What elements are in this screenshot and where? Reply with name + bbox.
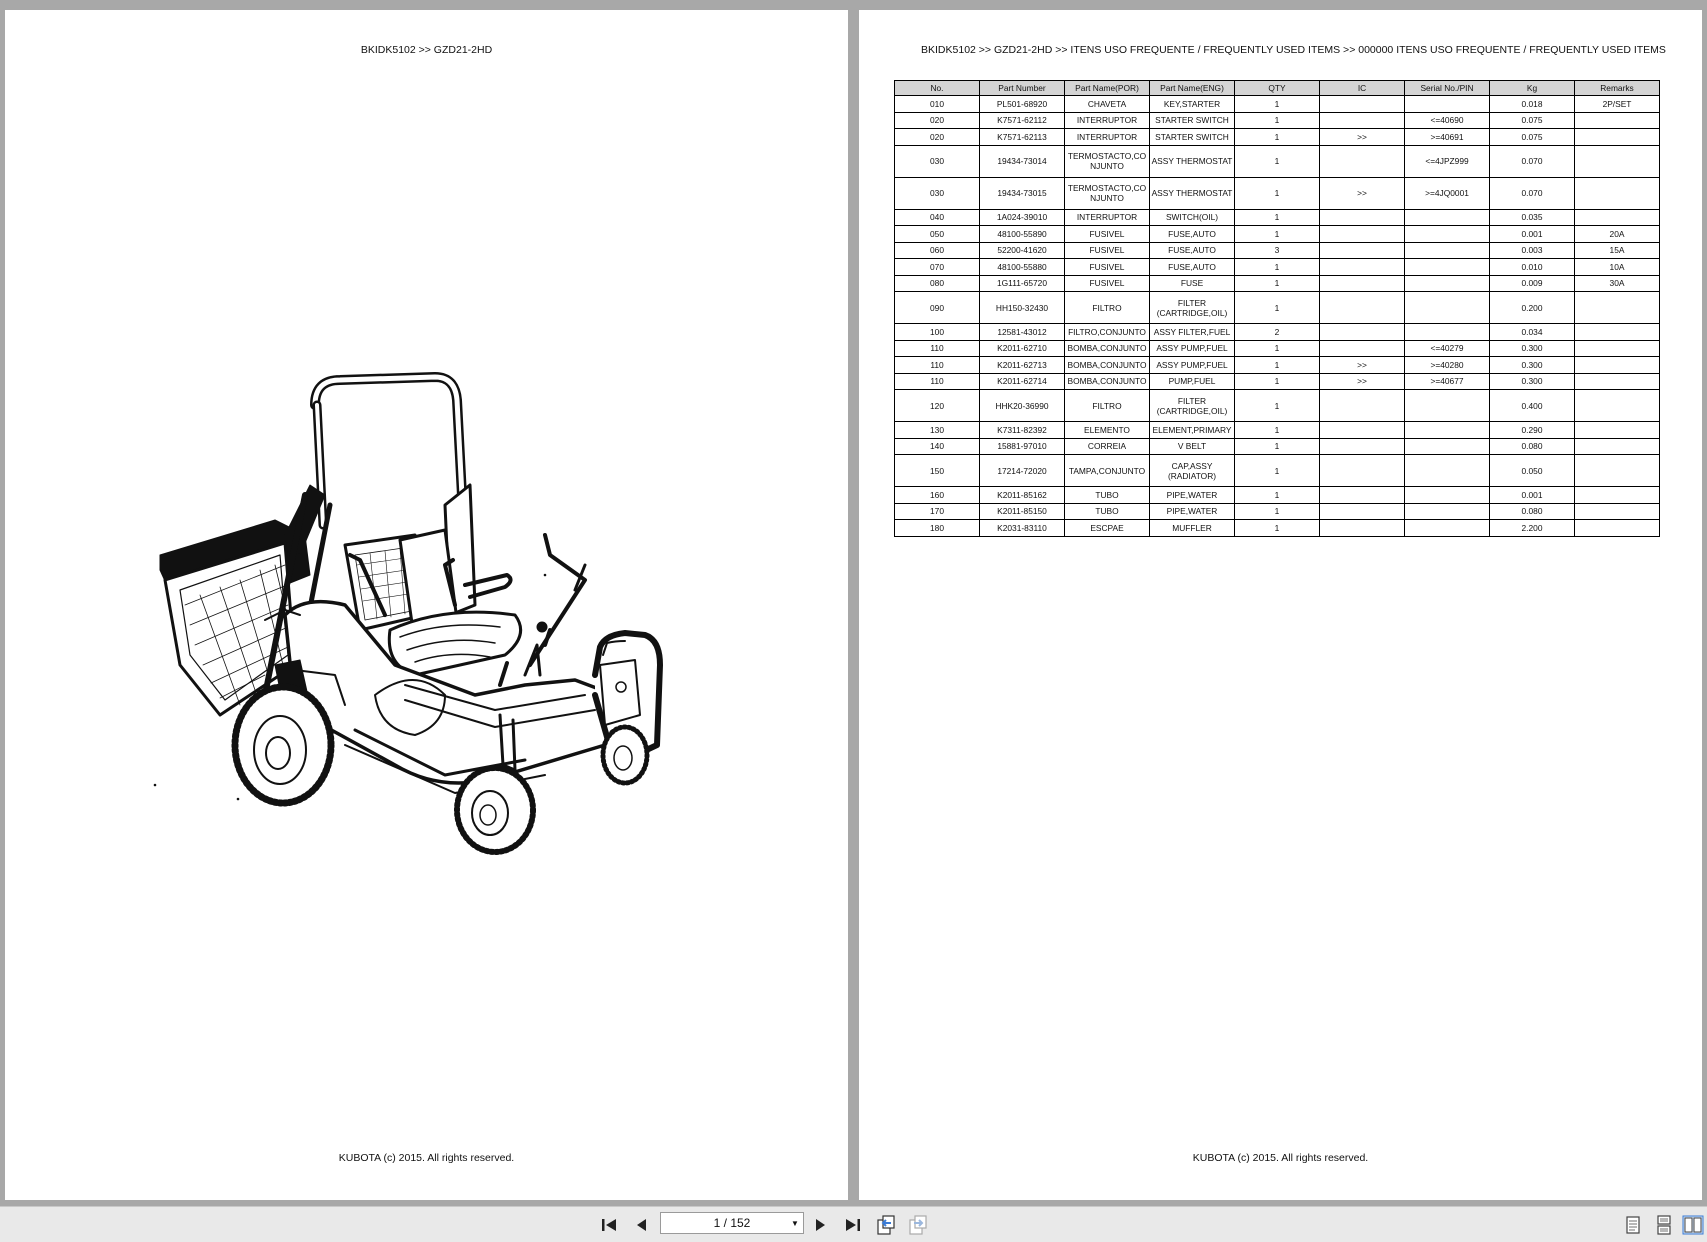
cell-ic [1320,275,1405,292]
cell-no: 030 [895,145,980,177]
chevron-down-icon[interactable]: ▼ [791,1218,799,1228]
cell-no: 030 [895,177,980,209]
table-row [895,422,1660,439]
cell-ic [1320,292,1405,324]
cell-qty: 1 [1235,96,1320,113]
cell-no: 160 [895,487,980,504]
cell-part-name-por: TUBO [1065,503,1150,520]
cell-part-name-por: TAMPA,CONJUNTO [1065,455,1150,487]
table-row [895,96,1660,113]
cell-serial: >=4JQ0001 [1405,177,1490,209]
right-page-footer: KUBOTA (c) 2015. All rights reserved. [1192,1152,1369,1164]
first-page-icon [600,1217,618,1233]
cell-no: 090 [895,292,980,324]
cell-qty: 1 [1235,503,1320,520]
cell-serial [1405,520,1490,537]
cell-part-name-eng: CAP,ASSY (RADIATOR) [1150,455,1235,487]
cell-kg: 0.300 [1490,373,1575,390]
cell-part-name-eng: STARTER SWITCH [1150,112,1235,129]
cell-part-name-por: INTERRUPTOR [1065,112,1150,129]
cell-part-number: K2011-62710 [980,340,1065,357]
cell-no: 070 [895,259,980,276]
cell-part-name-eng: FILTER (CARTRIDGE,OIL) [1150,390,1235,422]
go-forward-button[interactable] [907,1214,929,1236]
cell-part-name-eng: FUSE,AUTO [1150,226,1235,243]
cell-remarks [1575,145,1660,177]
cell-no: 120 [895,390,980,422]
cell-ic: >> [1320,177,1405,209]
continuous-view-button[interactable] [1653,1214,1675,1236]
cell-part-name-eng: FILTER (CARTRIDGE,OIL) [1150,292,1235,324]
last-page-button[interactable] [842,1214,864,1236]
cell-remarks [1575,177,1660,209]
next-page-button[interactable] [810,1214,832,1236]
cell-part-name-eng: V BELT [1150,438,1235,455]
cell-remarks [1575,438,1660,455]
cell-serial [1405,242,1490,259]
cell-kg: 0.003 [1490,242,1575,259]
cell-part-name-eng: KEY,STARTER [1150,96,1235,113]
left-page-footer: KUBOTA (c) 2015. All rights reserved. [338,1152,515,1164]
cell-part-name-por: FILTRO [1065,292,1150,324]
cell-ic: >> [1320,129,1405,146]
cell-part-number: PL501-68920 [980,96,1065,113]
cell-remarks [1575,455,1660,487]
cell-qty: 1 [1235,455,1320,487]
cell-part-name-por: TERMOSTACTO,CO NJUNTO [1065,177,1150,209]
cell-part-number: K2011-85150 [980,503,1065,520]
table-row [895,520,1660,537]
cell-qty: 1 [1235,145,1320,177]
cell-kg: 0.034 [1490,324,1575,341]
cell-no: 010 [895,96,980,113]
cell-qty: 1 [1235,177,1320,209]
col-header-serial: Serial No./PIN [1405,81,1490,96]
cell-ic: >> [1320,373,1405,390]
cell-part-number: 1G111-65720 [980,275,1065,292]
cell-kg: 0.300 [1490,357,1575,374]
table-row [895,209,1660,226]
right-page-header: BKIDK5102 >> GZD21-2HD >> ITENS USO FREQUENTE / FREQUENTLY USED ITEMS >> 000000 ITENS USO FREQUENTE / FREQUENTLY USED ITEMS [921,44,1666,56]
cell-ic [1320,324,1405,341]
prev-page-icon [634,1217,648,1233]
cell-ic [1320,438,1405,455]
cell-ic [1320,226,1405,243]
col-header-kg: Kg [1490,81,1575,96]
cell-part-name-eng: SWITCH(OIL) [1150,209,1235,226]
cell-kg: 0.400 [1490,390,1575,422]
cell-qty: 3 [1235,242,1320,259]
cell-no: 170 [895,503,980,520]
table-row [895,340,1660,357]
cell-part-name-por: INTERRUPTOR [1065,209,1150,226]
col-header-part-number: Part Number [980,81,1065,96]
cell-serial [1405,96,1490,113]
cell-qty: 1 [1235,259,1320,276]
cell-part-number: K2011-62713 [980,357,1065,374]
cell-remarks: 20A [1575,226,1660,243]
page-number-field[interactable] [660,1212,804,1234]
cell-qty: 1 [1235,340,1320,357]
cell-part-name-por: BOMBA,CONJUNTO [1065,373,1150,390]
cell-remarks [1575,373,1660,390]
cell-serial: >=40691 [1405,129,1490,146]
cell-remarks: 30A [1575,275,1660,292]
cell-qty: 1 [1235,357,1320,374]
cell-part-number: 1A024-39010 [980,209,1065,226]
cell-serial [1405,226,1490,243]
cell-remarks [1575,520,1660,537]
cell-serial [1405,455,1490,487]
cell-no: 080 [895,275,980,292]
cell-kg: 0.010 [1490,259,1575,276]
cell-qty: 1 [1235,112,1320,129]
cell-remarks: 10A [1575,259,1660,276]
cell-no: 040 [895,209,980,226]
viewer-toolbar [0,1206,1707,1242]
table-row [895,177,1660,209]
cell-part-name-por: CORREIA [1065,438,1150,455]
cell-kg: 0.070 [1490,145,1575,177]
cell-qty: 1 [1235,520,1320,537]
cell-qty: 1 [1235,438,1320,455]
cell-ic [1320,145,1405,177]
cell-serial [1405,422,1490,439]
cell-ic [1320,96,1405,113]
cell-serial [1405,275,1490,292]
cell-remarks [1575,357,1660,374]
cell-serial [1405,487,1490,504]
cell-remarks [1575,487,1660,504]
go-forward-icon [907,1214,929,1236]
col-header-part-name-por: Part Name(POR) [1065,81,1150,96]
cell-ic [1320,340,1405,357]
cell-serial: <=40690 [1405,112,1490,129]
cell-kg: 0.200 [1490,292,1575,324]
cell-part-number: HHK20-36990 [980,390,1065,422]
prev-page-button[interactable] [630,1214,652,1236]
go-back-button[interactable] [875,1214,897,1236]
cell-qty: 1 [1235,226,1320,243]
cell-part-number: 19434-73015 [980,177,1065,209]
facing-pages-view-button[interactable] [1682,1214,1704,1236]
cell-part-number: K7311-82392 [980,422,1065,439]
cell-ic: >> [1320,357,1405,374]
cell-qty: 1 [1235,422,1320,439]
cell-remarks [1575,292,1660,324]
cell-part-number: 19434-73014 [980,145,1065,177]
cell-part-name-por: CHAVETA [1065,96,1150,113]
cell-part-name-por: FUSIVEL [1065,242,1150,259]
cell-remarks: 15A [1575,242,1660,259]
mower-illustration [145,365,735,915]
cell-no: 140 [895,438,980,455]
table-row [895,487,1660,504]
cell-part-name-por: FUSIVEL [1065,275,1150,292]
cell-no: 130 [895,422,980,439]
cell-serial [1405,438,1490,455]
table-row [895,438,1660,455]
cell-kg: 0.009 [1490,275,1575,292]
table-row [895,357,1660,374]
table-row [895,259,1660,276]
cell-part-number: 52200-41620 [980,242,1065,259]
cell-kg: 2.200 [1490,520,1575,537]
cell-part-name-eng: PIPE,WATER [1150,487,1235,504]
cell-serial [1405,292,1490,324]
table-row [895,324,1660,341]
cell-part-number: HH150-32430 [980,292,1065,324]
cell-part-name-por: FUSIVEL [1065,226,1150,243]
cell-qty: 1 [1235,487,1320,504]
cell-part-name-por: FUSIVEL [1065,259,1150,276]
cell-qty: 1 [1235,129,1320,146]
table-row [895,129,1660,146]
cell-no: 050 [895,226,980,243]
cell-part-number: K2011-62714 [980,373,1065,390]
cell-remarks [1575,129,1660,146]
cell-qty: 1 [1235,390,1320,422]
cell-kg: 0.300 [1490,340,1575,357]
table-row [895,145,1660,177]
first-page-button[interactable] [598,1214,620,1236]
cell-part-number: 48100-55880 [980,259,1065,276]
cell-part-name-eng: PIPE,WATER [1150,503,1235,520]
cell-no: 110 [895,340,980,357]
cell-serial: <=40279 [1405,340,1490,357]
cell-kg: 0.080 [1490,438,1575,455]
cell-kg: 0.050 [1490,455,1575,487]
cell-serial: <=4JPZ999 [1405,145,1490,177]
cell-qty: 1 [1235,275,1320,292]
cell-qty: 2 [1235,324,1320,341]
cell-part-name-eng: MUFFLER [1150,520,1235,537]
cell-part-name-eng: ASSY THERMOSTAT [1150,145,1235,177]
cell-serial [1405,390,1490,422]
table-row [895,455,1660,487]
cell-serial [1405,324,1490,341]
cell-ic [1320,259,1405,276]
cell-part-name-por: TUBO [1065,487,1150,504]
cell-part-number: 48100-55890 [980,226,1065,243]
cell-no: 110 [895,357,980,374]
table-row [895,390,1660,422]
page-indicator: 1 / 152 [713,1216,751,1230]
cell-remarks [1575,340,1660,357]
left-page [5,10,848,1200]
cell-part-name-eng: FUSE [1150,275,1235,292]
right-page [859,10,1702,1200]
cell-part-name-por: BOMBA,CONJUNTO [1065,357,1150,374]
cell-kg: 0.075 [1490,112,1575,129]
cell-part-name-eng: ASSY PUMP,FUEL [1150,340,1235,357]
cell-remarks [1575,503,1660,520]
cell-ic [1320,209,1405,226]
cell-part-name-eng: ASSY PUMP,FUEL [1150,357,1235,374]
cell-part-name-eng: FUSE,AUTO [1150,259,1235,276]
cell-remarks [1575,112,1660,129]
cell-ic [1320,112,1405,129]
table-row [895,242,1660,259]
cell-part-number: 17214-72020 [980,455,1065,487]
cell-part-name-eng: ASSY THERMOSTAT [1150,177,1235,209]
col-header-qty: QTY [1235,81,1320,96]
table-row [895,373,1660,390]
cell-remarks: 2P/SET [1575,96,1660,113]
next-page-icon [814,1217,828,1233]
cell-kg: 0.080 [1490,503,1575,520]
cell-ic [1320,422,1405,439]
cell-qty: 1 [1235,209,1320,226]
cell-part-number: 12581-43012 [980,324,1065,341]
cell-remarks [1575,209,1660,226]
cell-part-name-por: ELEMENTO [1065,422,1150,439]
cell-part-name-eng: ELEMENT,PRIMARY [1150,422,1235,439]
parts-table [894,80,1660,537]
facing-pages-view-icon [1682,1215,1704,1235]
table-row [895,503,1660,520]
cell-part-name-eng: PUMP,FUEL [1150,373,1235,390]
cell-kg: 0.075 [1490,129,1575,146]
cell-kg: 0.018 [1490,96,1575,113]
cell-serial [1405,259,1490,276]
cell-ic [1320,503,1405,520]
cell-no: 180 [895,520,980,537]
cell-serial: >=40677 [1405,373,1490,390]
cell-part-name-por: ESCPAE [1065,520,1150,537]
cell-ic [1320,455,1405,487]
cell-part-name-por: BOMBA,CONJUNTO [1065,340,1150,357]
cell-qty: 1 [1235,373,1320,390]
table-row [895,226,1660,243]
cell-part-name-eng: STARTER SWITCH [1150,129,1235,146]
cell-part-number: K7571-62112 [980,112,1065,129]
go-back-icon [875,1214,897,1236]
table-row [895,275,1660,292]
cell-ic [1320,390,1405,422]
left-page-header: BKIDK5102 >> GZD21-2HD [360,44,493,56]
cell-part-name-por: TERMOSTACTO,CO NJUNTO [1065,145,1150,177]
cell-no: 020 [895,129,980,146]
col-header-ic: IC [1320,81,1405,96]
cell-ic [1320,242,1405,259]
cell-serial [1405,209,1490,226]
cell-part-number: K7571-62113 [980,129,1065,146]
col-header-part-name-eng: Part Name(ENG) [1150,81,1235,96]
cell-part-name-por: FILTRO,CONJUNTO [1065,324,1150,341]
cell-part-number: K2031-83110 [980,520,1065,537]
cell-qty: 1 [1235,292,1320,324]
table-row [895,292,1660,324]
cell-kg: 0.070 [1490,177,1575,209]
cell-no: 020 [895,112,980,129]
col-header-remarks: Remarks [1575,81,1660,96]
cell-serial: >=40280 [1405,357,1490,374]
cell-kg: 0.035 [1490,209,1575,226]
table-row [895,112,1660,129]
cell-serial [1405,503,1490,520]
cell-no: 100 [895,324,980,341]
cell-part-name-por: FILTRO [1065,390,1150,422]
cell-kg: 0.001 [1490,487,1575,504]
cell-kg: 0.290 [1490,422,1575,439]
cell-part-name-eng: ASSY FILTER,FUEL [1150,324,1235,341]
parts-table-header-row [895,81,1660,96]
cell-ic [1320,487,1405,504]
cell-no: 110 [895,373,980,390]
cell-part-number: K2011-85162 [980,487,1065,504]
last-page-icon [844,1217,862,1233]
cell-part-name-eng: FUSE,AUTO [1150,242,1235,259]
single-page-view-icon [1624,1215,1642,1235]
cell-no: 060 [895,242,980,259]
cell-ic [1320,520,1405,537]
cell-part-name-por: INTERRUPTOR [1065,129,1150,146]
cell-remarks [1575,324,1660,341]
cell-remarks [1575,422,1660,439]
cell-part-number: 15881-97010 [980,438,1065,455]
cell-kg: 0.001 [1490,226,1575,243]
continuous-view-icon [1655,1215,1673,1235]
col-header-no: No. [895,81,980,96]
single-page-view-button[interactable] [1622,1214,1644,1236]
cell-no: 150 [895,455,980,487]
cell-remarks [1575,390,1660,422]
